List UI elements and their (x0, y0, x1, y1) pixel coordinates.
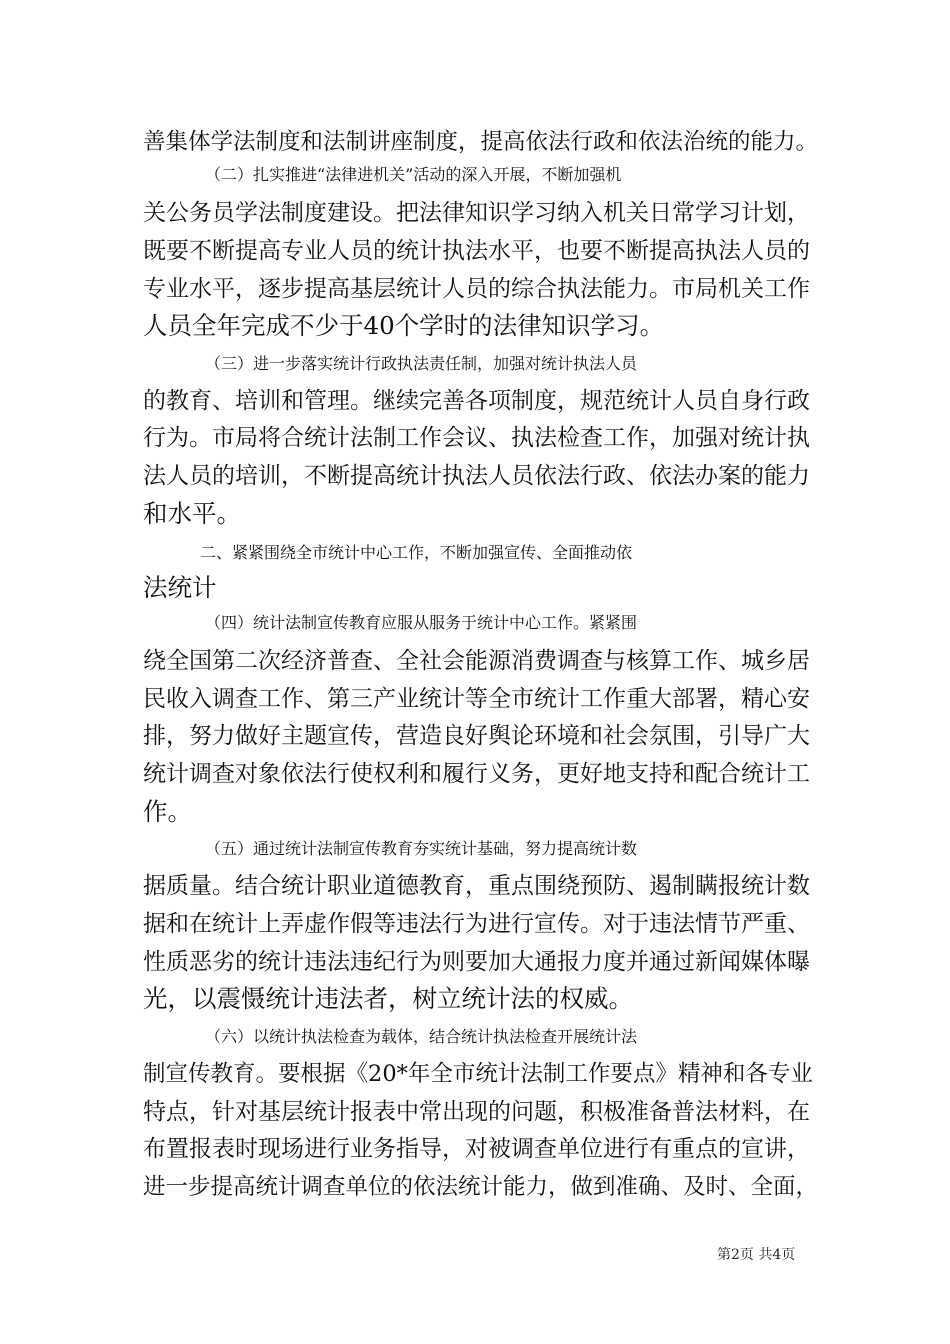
text-line: 据质量。结合统计职业道德教育，重点围绕预防、遏制瞒报统计数 (143, 873, 810, 899)
text-line: 人员全年完成不少于40个学时的法律知识学习。 (143, 311, 665, 340)
text-line: 的教育、培训和管理。继续完善各项制度，规范统计人员自身行政 (143, 388, 810, 414)
text-line: 光，以震慑统计违法者，树立统计法的权威。 (143, 984, 633, 1013)
text-line: 善集体学法制度和法制讲座制度，提高依法行政和依法治统的能力。 (143, 129, 819, 155)
text-line: 法人员的培训，不断提高统计执法人员依法行政、依法办案的能力 (143, 463, 810, 489)
text-line: 统计调查对象依法行使权利和履行义务，更好地支持和配合统计工 (143, 761, 810, 787)
text-line: 行为。市局将合统计法制工作会议、执法检查工作，加强对统计执 (143, 425, 810, 451)
text-line: 专业水平，逐步提高基层统计人员的综合执法能力。市局机关工作 (143, 276, 810, 302)
text-line: 作。 (143, 797, 192, 826)
paragraph-6-line: （六）以统计执法检查为载体，结合统计执法检查开展统计法 (205, 1027, 638, 1046)
section-heading-line: 法统计 (143, 573, 217, 602)
text-line: 和水平。 (143, 499, 241, 528)
paragraph-3-line: （三）进一步落实统计行政执法责任制，加强对统计执法人员 (205, 354, 638, 373)
section-heading-line: 二、紧紧围绕全市统计中心工作，不断加强宣传、全面推动依 (200, 543, 633, 562)
text-line: 特点，针对基层统计报表中常出现的问题，积极准备普法材料，在 (143, 1099, 810, 1125)
page-number-footer: 第2页 共4页 (717, 1247, 796, 1263)
paragraph-5-line: （五）通过统计法制宣传教育夯实统计基础，努力提高统计数 (205, 839, 638, 858)
text-line: 排，努力做好主题宣传，营造良好舆论环境和社会氛围，引导广大 (143, 723, 810, 749)
text-line: 据和在统计上弄虚作假等违法行为进行宣传。对于违法情节严重、 (143, 911, 810, 937)
text-line: 制宣传教育。要根据《20*年全市统计法制工作要点》精神和各专业 (143, 1061, 813, 1087)
text-line: 民收入调查工作、第三产业统计等全市统计工作重大部署，精心安 (143, 686, 810, 712)
text-line: 布置报表时现场进行业务指导，对被调查单位进行有重点的宣讲， (143, 1136, 810, 1162)
text-line: 进一步提高统计调查单位的依法统计能力，做到准确、及时、全面， (143, 1174, 819, 1200)
paragraph-4-line: （四）统计法制宣传教育应服从服务于统计中心工作。紧紧围 (205, 613, 638, 632)
text-line: 绕全国第二次经济普查、全社会能源消费调查与核算工作、城乡居 (143, 648, 810, 674)
text-line: 既要不断提高专业人员的统计执法水平，也要不断提高执法人员的 (143, 238, 810, 264)
text-line: 性质恶劣的统计违法违纪行为则要加大通报力度并通过新闻媒体曝 (143, 949, 810, 975)
paragraph-2-line: （二）扎实推进“法律进机关”活动的深入开展，不断加强机 (205, 165, 622, 184)
text-line: 关公务员学法制度建设。把法律知识学习纳入机关日常学习计划， (143, 200, 810, 226)
